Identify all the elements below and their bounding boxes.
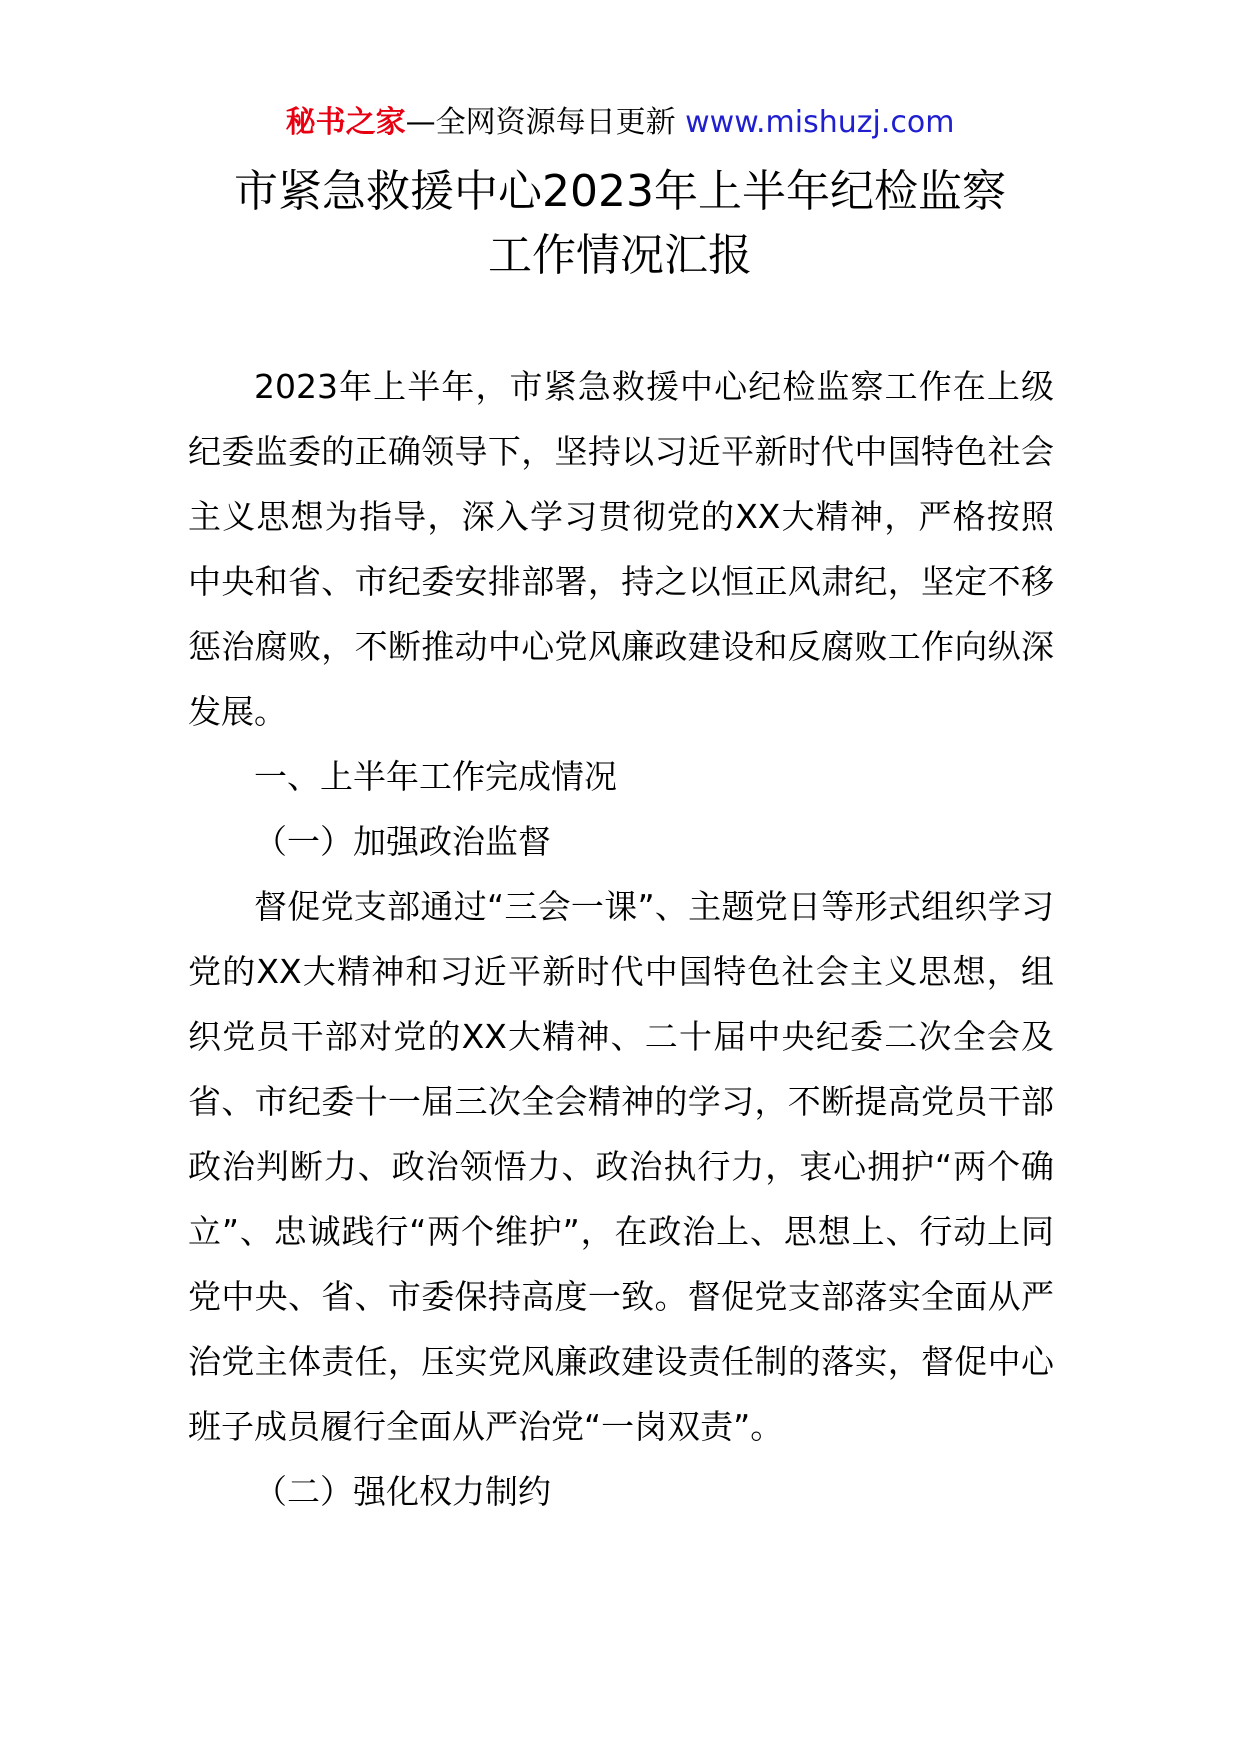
subsection-heading-2: （二）强化权力制约	[254, 1472, 551, 1511]
section-heading-1: 一、上半年工作完成情况	[254, 757, 617, 796]
intro-paragraph: 2023年上半年，市紧急救援中心纪检监察工作在上级纪委监委的正确领导下，坚持以习近平新时代中国特色社会主义思想为指导，深入学习贯彻党的XX大精神，严格按照中央和省、市纪委安排部署，持之以恒正风肃纪，坚定不移惩治腐败，不断推动中心党风廉政建设和反腐败工作向纵深发展。	[188, 367, 1054, 731]
document-title	[0, 160, 1240, 288]
site-brand: 秘书之家	[285, 105, 406, 140]
subsection-heading-1: （一）加强政治监督	[254, 822, 551, 861]
document-title-line-1: 市紧急救援中心2023年上半年纪检监察	[234, 166, 1006, 217]
site-url-link[interactable]: www.mishuzj.com	[685, 105, 955, 140]
subsection-1-paragraph: 督促党支部通过“三会一课”、主题党日等形式组织学习党的XX大精神和习近平新时代中国特色社会主义思想，组织党员干部对党的XX大精神、二十届中央纪委二次全会及省、市纪委十一届三次全会精神的学习，不断提高党员干部政治判断力、政治领悟力、政治执行力，衷心拥护“两个确立”、忠诚践行“两个维护”，在政治上、思想上、行动上同党中央、省、市委保持高度一致。督促党支部落实全面从严治党主体责任，压实党风廉政建设责任制的落实，督促中心班子成员履行全面从严治党“一岗双责”。	[188, 887, 1054, 1446]
site-slogan: —全网资源每日更新	[405, 105, 676, 140]
site-banner	[0, 100, 1240, 146]
document-title-line-2: 工作情况汇报	[488, 230, 752, 281]
document-body	[188, 354, 1054, 1524]
